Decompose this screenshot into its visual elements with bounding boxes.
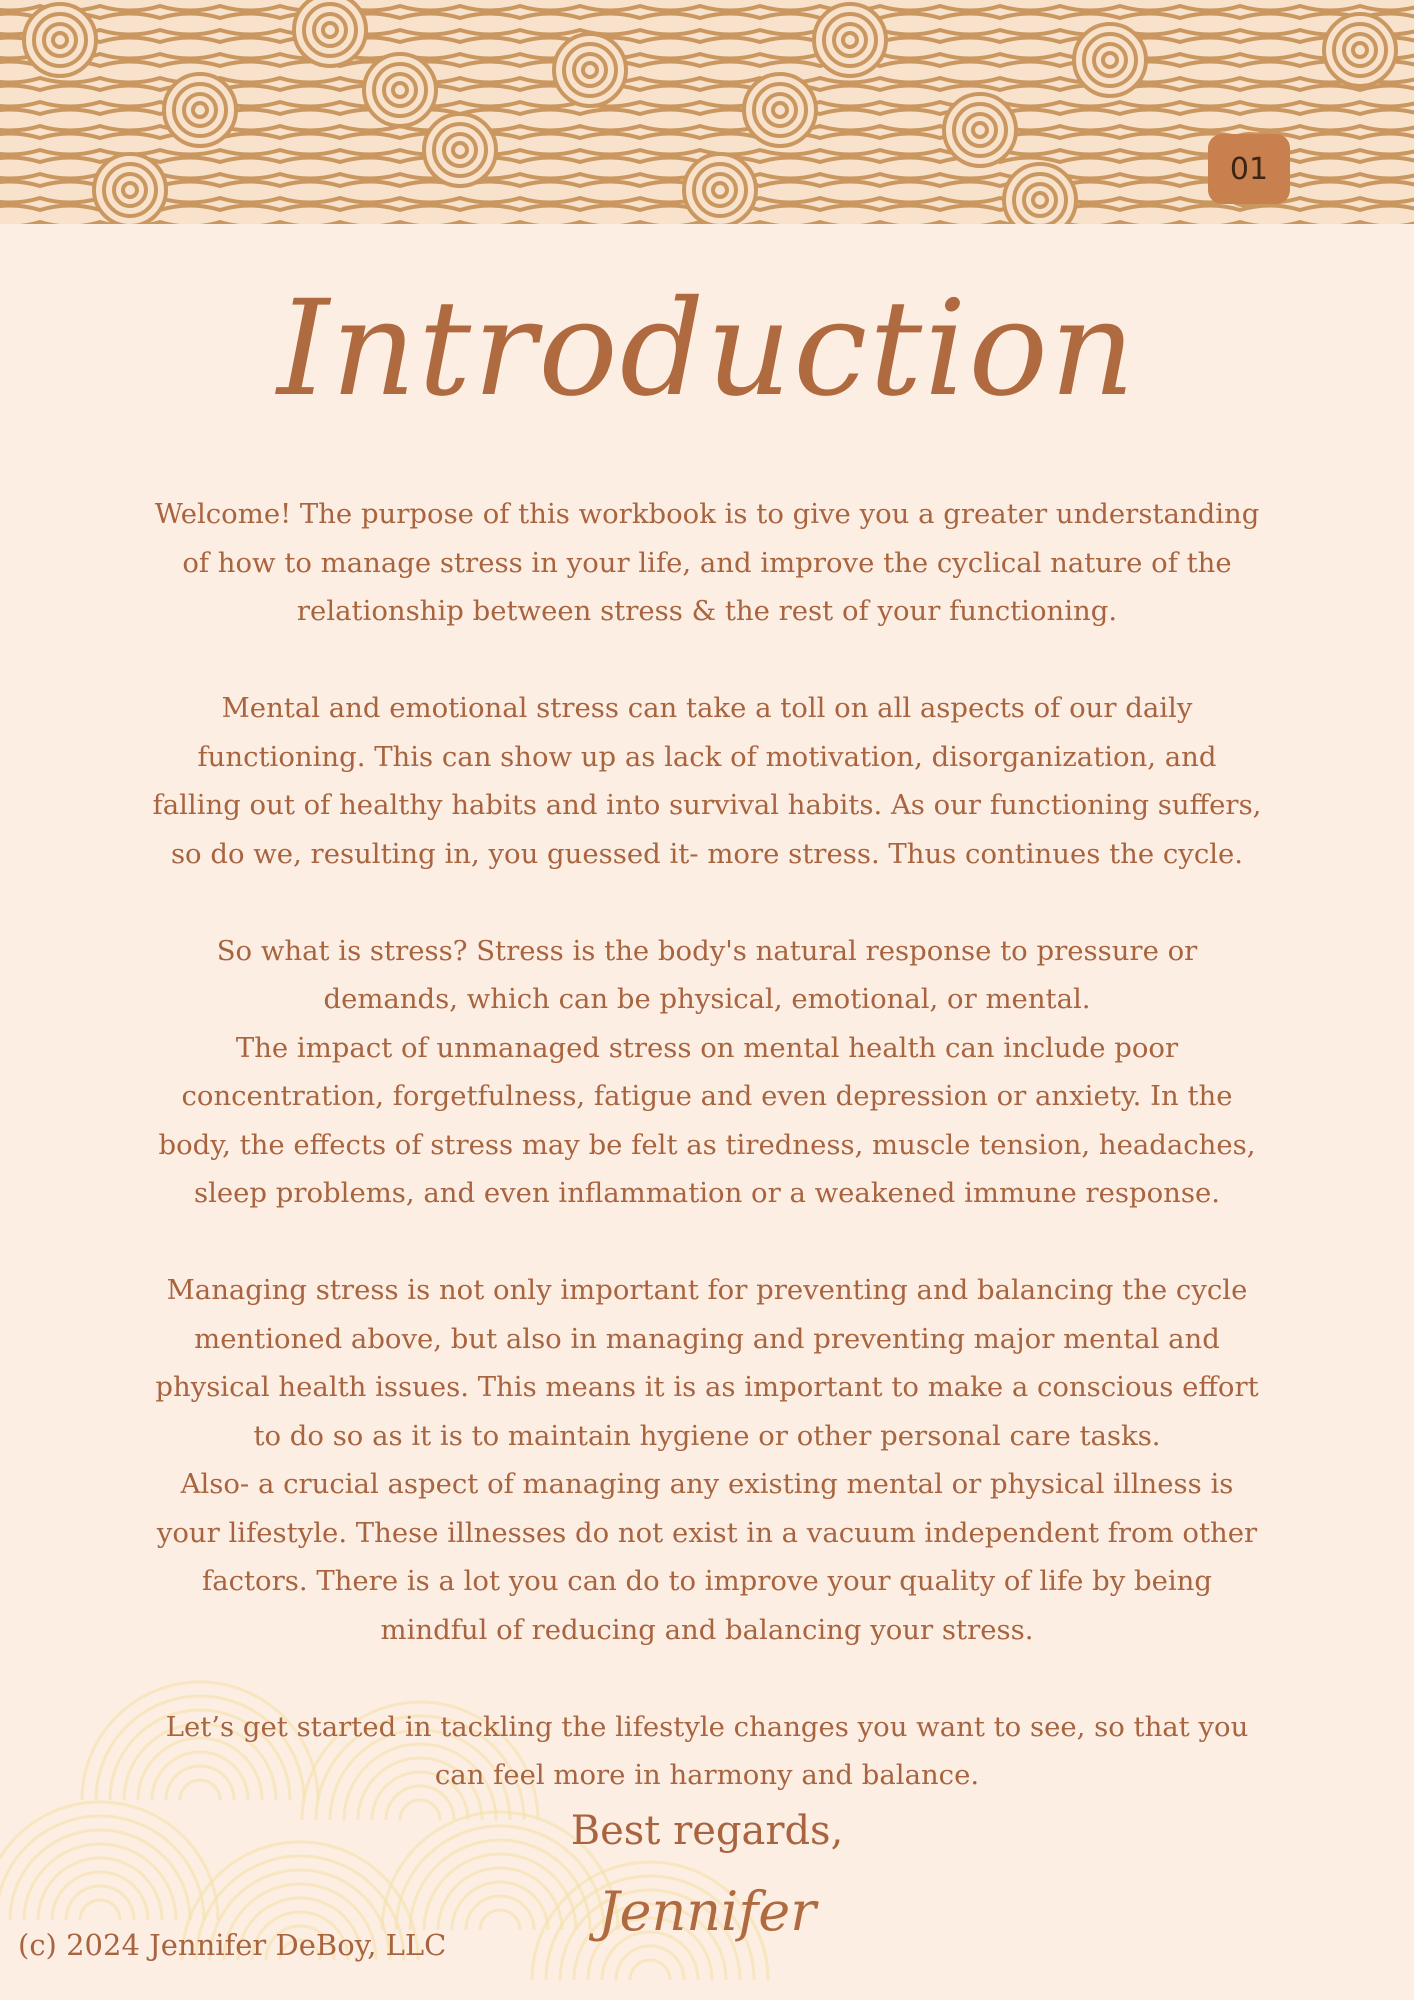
wave-line xyxy=(0,6,1414,11)
closing-salutation: Best regards, xyxy=(570,1808,844,1854)
page-title: Introduction xyxy=(277,272,1137,426)
paragraph-stress-impact: Mental and emotional stress can take a toll on all aspects of our daily functioning. This can show up as lack of motivation, disorganization, and falling out of healthy habits and into survival habits. As our functioning suffers, so do we, resulting in, you guessed it- more stress. Thus continues the cycle. xyxy=(152,692,1262,870)
introduction-body xyxy=(150,490,1264,1800)
arc-line xyxy=(630,1960,670,1980)
wave-line xyxy=(0,54,1414,59)
copyright-notice: (c) 2024 Jennifer DeBoy, LLC xyxy=(18,1928,447,1962)
wave-line xyxy=(0,62,1414,67)
wave-line xyxy=(0,14,1414,19)
wave-line xyxy=(0,38,1414,43)
arc-line xyxy=(616,1946,684,1980)
paragraph-unmanaged-stress: The impact of unmanaged stress on mental health can include poor concentration, forgetfulness, fatigue and even depression or anxiety. In the body, the effects of stress may be felt as tiredness, muscle tension, headaches, sleep problems, and even inflammation or a weakened immune response. xyxy=(158,1031,1256,1209)
paragraph-what-is-stress: So what is stress? Stress is the body's natural response to pressure or demands, which can be physical, emotional, or mental. xyxy=(216,934,1198,1015)
signature: Jennifer xyxy=(597,1880,817,1943)
page-number: 01 xyxy=(1229,151,1269,187)
paragraph-welcome: Welcome! The purpose of this workbook is to give you a greater understanding of how to manage stress in your life, and improve the cyclical nature of the relationship between stress & the rest of your functioning. xyxy=(154,498,1260,627)
paragraph-get-started: Let’s get started in tackling the lifestyle changes you want to see, so that you can feel more in harmony and balance. xyxy=(165,1710,1249,1791)
wave-line xyxy=(0,30,1414,35)
paragraph-managing-stress: Managing stress is not only important for preventing and balancing the cycle mentioned above, but also in managing and preventing major mental and physical health issues. This means it is as important to make a conscious effort to do so as it is to maintain hygiene or other personal care tasks. xyxy=(155,1274,1259,1452)
paragraph-lifestyle: Also- a crucial aspect of managing any existing mental or physical illness is your lifestyle. These illnesses do not exist in a vacuum independent from other factors. There is a lot you can do to improve your quality of life by being mindful of reducing and balancing your stress. xyxy=(156,1468,1258,1646)
wave-line xyxy=(0,150,1414,155)
decorative-wave-pattern xyxy=(0,0,1414,224)
page-number-badge xyxy=(1208,134,1290,204)
